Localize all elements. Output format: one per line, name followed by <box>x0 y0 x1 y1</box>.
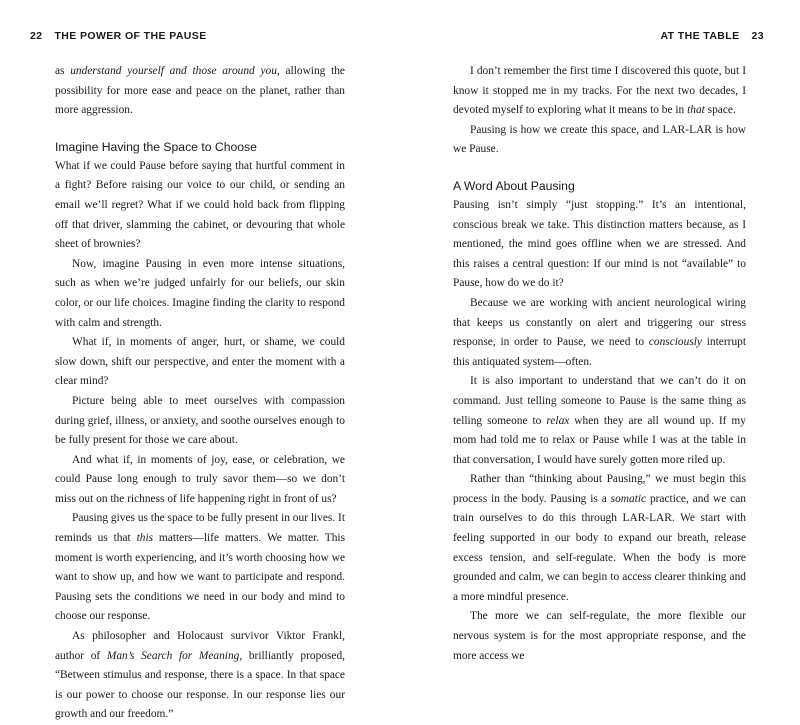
emphasis: understand yourself and those around you <box>70 65 277 77</box>
left-page-number: 22 <box>30 30 43 42</box>
paragraph <box>453 62 746 121</box>
paragraph <box>453 372 746 470</box>
text-run: matters—life matters. We matter. This moment is worth experiencing, and it’s worth choosing how we want to show up, and how we want to participate and respond. Pausing sets the conditions we need in our body and mind to choose our response. <box>55 532 345 623</box>
text-run: Pausing gives us the space to be fully present in our lives. It reminds us that <box>55 512 346 545</box>
paragraph: Pausing is how we create this space, and LAR-LAR is how we Pause. <box>453 123 746 156</box>
paragraph: Now, imagine Pausing in even more intense situations, such as when we’re judged unfairly for our beliefs, our skin color, or our life choices. Imagine finding the clarity to respond with calm and strength. <box>55 257 345 329</box>
right-page-number: 23 <box>751 30 764 42</box>
left-page <box>0 0 400 721</box>
section-heading: Imagine Having the Space to Choose <box>55 139 257 154</box>
paragraph: Pausing isn’t simply “just stopping.” It’s an intentional, conscious break we take. This distinction matters because, as I mentioned, the mind goes offline when we are stressed. And this raises a central question: If our mind is not “available” to Pause, how do we do it? <box>453 198 746 290</box>
right-page <box>400 0 800 662</box>
paragraph <box>453 294 746 372</box>
text-run: Because we are working with ancient neurological wiring that keeps us constantly on alert and triggering our stress response, in order to Pause, we need to <box>453 296 746 349</box>
text-run: space. <box>704 104 736 117</box>
section-heading: A Word About Pausing <box>453 178 575 193</box>
text-run: As philosopher and Holocaust survivor Viktor Frankl, author of <box>55 630 345 662</box>
paragraph <box>55 509 345 627</box>
emphasis: Man’s Search for Meaning <box>106 649 240 662</box>
paragraph: What if we could Pause before saying that hurtful comment in a fight? Before raising our voice to our child, or sending an email we’ll regret? What if we could hold back from flipping off that driver, slamming the cabinet, or devouring that whole sheet of brownies? <box>55 159 345 251</box>
paragraph <box>453 470 746 607</box>
text-run: , brilliantly proposed, “Between stimulus and response, there is a space. In that space is our power to choose our response. In our response lies our growth and our freedom.” <box>55 649 345 721</box>
right-running-header <box>660 30 764 42</box>
emphasis: this <box>136 532 154 545</box>
paragraph: The more we can self-regulate, the more flexible our nervous system is for the most appropriate response, and the more access we <box>453 610 746 662</box>
text-run: It is also important to understand that we can’t do it on command. Just telling someone to Pause is the same thing as telling someone to <box>453 375 746 427</box>
text-run: Rather than “thinking about Pausing,” we must begin this process in the body. Pausing is a <box>453 473 746 505</box>
text-run: as <box>55 65 71 77</box>
text-run: , allowing the possibility for more ease and peace on the planet, rather than more aggression. <box>55 65 345 117</box>
text-run: I don’t remember the first time I discovered this quote, but I know it stopped me in my tracks. For the next two decades, I devoted myself to exploring what it means to be in <box>453 65 746 117</box>
text-run: practice, and we can train ourselves to do this through LAR-LAR. We start with feeling supported in our body to expand our breath, release excess tension, and self-regulate. When the body is more grounded and calm, we can begin to access clearer thinking and a more mindful presence. <box>453 492 746 603</box>
emphasis: somatic <box>610 492 647 505</box>
text-run: interrupt this antiquated system—often. <box>453 336 746 368</box>
paragraph: What if, in moments of anger, hurt, or shame, we could slow down, shift our perspective, and enter the moment with a clear mind? <box>55 336 345 388</box>
emphasis: relax <box>546 414 570 427</box>
left-running-header <box>30 30 207 42</box>
paragraph <box>55 627 345 725</box>
left-body-text <box>55 62 345 725</box>
left-running-head: THE POWER OF THE PAUSE <box>54 30 207 42</box>
right-body-text <box>453 62 746 666</box>
emphasis: consciously <box>648 336 702 349</box>
paragraph: And what if, in moments of joy, ease, or celebration, we could Pause long enough to truly savor them—so we don’t miss out on the richness of life happening right in front of us? <box>55 453 345 505</box>
emphasis: that <box>687 104 705 117</box>
right-running-head: AT THE TABLE <box>660 30 740 42</box>
paragraph: Picture being able to meet ourselves with compassion during grief, illness, or anxiety, and soothe ourselves enough to be fully present for those we care about. <box>55 394 345 447</box>
text-run: when they are all wound up. If my mom had told me to relax or Pause while I was at the table in that conversation, I would have surely gotten more riled up. <box>453 414 746 466</box>
paragraph <box>55 62 345 121</box>
